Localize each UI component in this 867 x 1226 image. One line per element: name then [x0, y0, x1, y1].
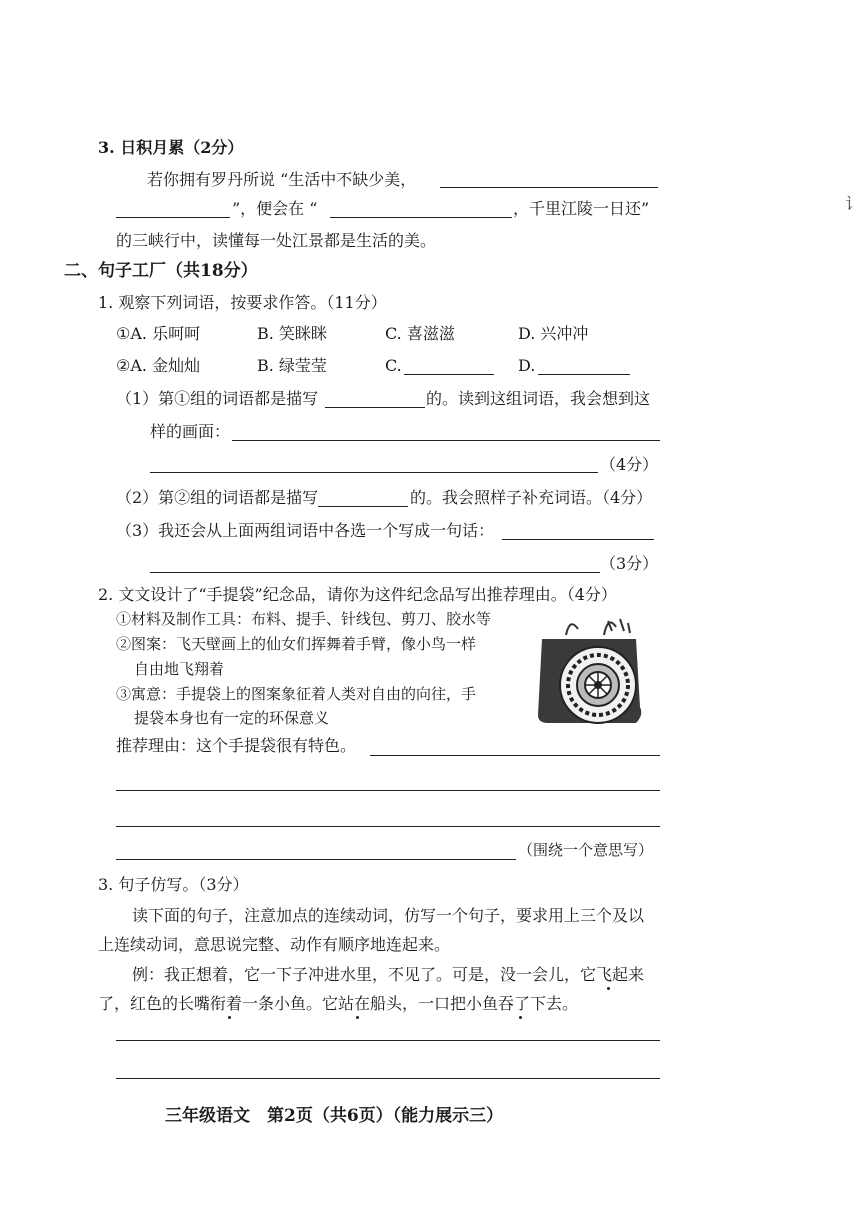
q3b-instruction-1: 读下面的句子，注意加点的连续动词，仿写一个句子，要求用上三个及以: [132, 906, 645, 925]
sub1-blank[interactable]: [325, 407, 425, 408]
example-line-2: 了，红色的长嘴衔着一条小鱼。它站在船头，一口把小鱼吞了下去。: [98, 994, 579, 1013]
item-meaning-cont: 提袋本身也有一定的环保意义: [134, 709, 330, 727]
row2-d: D.: [518, 356, 536, 375]
q3-line2-mid: ”，便会在 “: [232, 199, 318, 218]
row1-a: ①A. 乐呵呵: [116, 324, 201, 343]
row2-c: C.: [385, 356, 402, 375]
reason-line-1[interactable]: [370, 755, 660, 756]
emphasis-dot: [356, 1016, 359, 1019]
q3-line2-end: ，千里江陵一日还”: [513, 199, 650, 218]
emphasis-dot: [519, 1016, 522, 1019]
q3-title: 3. 日积月累（2分）: [98, 138, 244, 157]
sub1-scene-line-2[interactable]: [150, 472, 598, 473]
emphasis-dot: [228, 1016, 231, 1019]
sub1-prefix: （1）第①组的词语都是描写: [116, 389, 319, 408]
sub2-blank[interactable]: [318, 506, 408, 507]
item-pattern: ②图案：飞天壁画上的仙女们挥舞着手臂，像小鸟一样: [116, 635, 477, 653]
imitation-line-1[interactable]: [116, 1040, 660, 1041]
page-footer: 三年级语文 第2页（共6页）（能力展示三）: [165, 1106, 504, 1126]
sub1-scene-line-1[interactable]: [232, 440, 660, 441]
emphasis-dot: [607, 987, 610, 990]
sub1-suffix: 的。读到这组词语，我会想到这: [426, 389, 651, 408]
sub3-line-2[interactable]: [150, 572, 600, 573]
item-pattern-cont: 自由地飞翔着: [134, 660, 225, 678]
q3b-title: 3. 句子仿写。（3分）: [98, 875, 249, 894]
reason-note: （围绕一个意思写）: [518, 841, 654, 859]
section-2-title: 二、句子工厂（共18分）: [64, 261, 258, 281]
q3-line3: 的三峡行中，读懂每一处江景都是生活的美。: [116, 231, 437, 250]
q3b-instruction-2: 上连续动词，意思说完整、动作有顺序地连起来。: [98, 935, 451, 954]
sub1-score: （4分）: [600, 455, 659, 474]
reason-line-3[interactable]: [116, 826, 660, 827]
reason-line-4[interactable]: [116, 859, 516, 860]
row1-b: B. 笑眯眯: [257, 324, 327, 343]
q3-blank-1[interactable]: [440, 187, 658, 188]
sub3-score: （3分）: [600, 554, 659, 573]
q3-blank-2[interactable]: [116, 217, 230, 218]
item-meaning: ③寓意：手提袋上的图案象征着人类对自由的向往，手: [116, 685, 477, 703]
q2-title: 2. 文文设计了“手提袋”纪念品，请你为这件纪念品写出推荐理由。（4分）: [98, 585, 617, 604]
imitation-line-2[interactable]: [116, 1078, 660, 1079]
row2-d-blank[interactable]: [538, 374, 630, 375]
sub3-line-1[interactable]: [502, 539, 654, 540]
row2-c-blank[interactable]: [404, 374, 494, 375]
row2-a: ②A. 金灿灿: [116, 356, 201, 375]
example-line-1: 例：我正想着，它一下子冲进水里，不见了。可是，没一会儿，它飞起来: [132, 965, 645, 984]
sub3-prompt: （3）我还会从上面两组词语中各选一个写成一句话：: [116, 521, 495, 540]
q3-line1: 若你拥有罗丹所说 “生活中不缺少美，: [147, 170, 417, 189]
reason-label: 推荐理由：这个手提袋很有特色。: [116, 736, 357, 755]
sub2-prefix: （2）第②组的词语都是描写: [116, 488, 319, 507]
row1-c: C. 喜滋滋: [385, 324, 455, 343]
row2-b: B. 绿莹莹: [257, 356, 327, 375]
reason-line-2[interactable]: [116, 790, 660, 791]
q1-title: 1. 观察下列词语，按要求作答。（11分）: [98, 293, 387, 312]
sub2-suffix: 的。我会照样子补充词语。（4分）: [410, 488, 653, 507]
handbag-image: [536, 615, 654, 727]
q3-blank-3[interactable]: [330, 217, 512, 218]
row1-d: D. 兴冲冲: [518, 324, 589, 343]
sub1-scene-label: 样的画面：: [150, 422, 231, 441]
edge-fragment: 讠: [844, 194, 861, 213]
item-materials: ①材料及制作工具：布料、提手、针线包、剪刀、胶水等: [116, 610, 492, 628]
